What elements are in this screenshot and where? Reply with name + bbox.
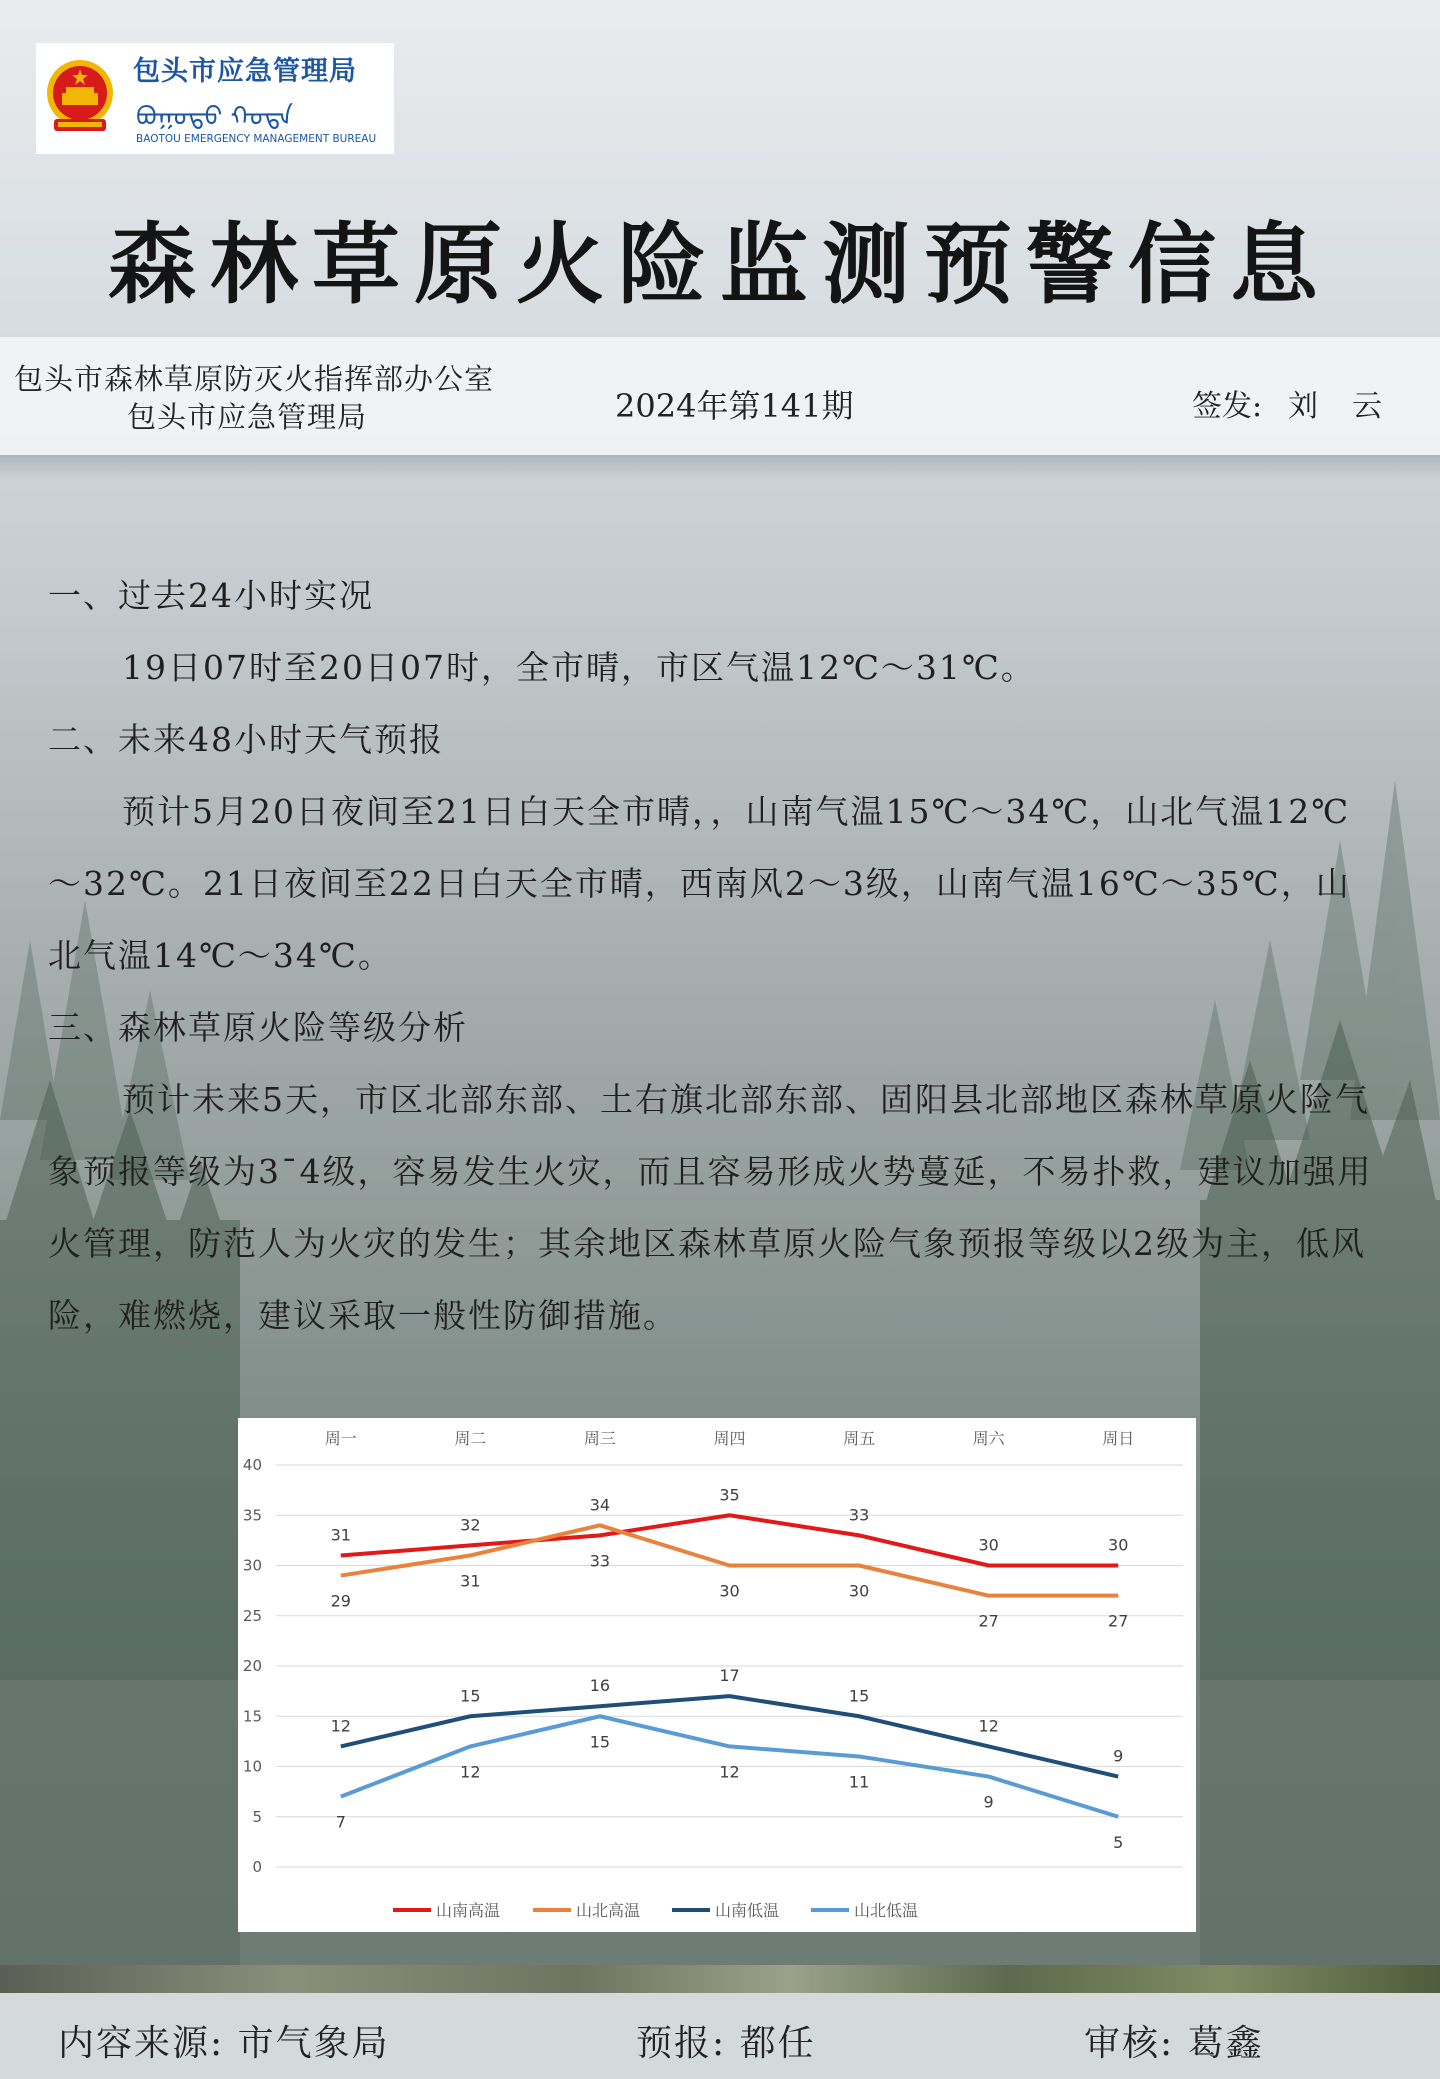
content-source: 内容来源: 市气象局 <box>58 2023 390 2064</box>
x-tick-label: 周一 <box>324 1429 357 1448</box>
data-label: 11 <box>848 1772 870 1792</box>
data-label: 31 <box>460 1571 481 1591</box>
footer <box>0 1993 1440 2079</box>
logo <box>36 43 394 154</box>
x-tick-label: 周二 <box>454 1429 487 1448</box>
data-label: 5 <box>1113 1832 1124 1852</box>
data-label: 16 <box>589 1676 611 1696</box>
decorative-strip <box>0 1965 1440 1993</box>
issue-info-band <box>0 337 1440 455</box>
issuer-line-2: 包头市应急管理局 <box>127 400 368 434</box>
y-tick-label: 40 <box>242 1456 262 1474</box>
data-label: 29 <box>330 1591 351 1611</box>
data-label: 12 <box>719 1762 740 1782</box>
data-label: 31 <box>330 1525 351 1545</box>
data-label: 12 <box>330 1716 351 1736</box>
data-label: 34 <box>589 1495 611 1515</box>
data-label: 15 <box>589 1732 611 1752</box>
section-2-title: 二、未来48小时天气预报 <box>48 720 444 759</box>
data-label: 27 <box>1108 1611 1129 1631</box>
data-label: 9 <box>983 1792 994 1812</box>
data-label: 27 <box>978 1611 999 1631</box>
x-tick-label: 周六 <box>972 1429 1005 1448</box>
data-label: 33 <box>589 1551 611 1571</box>
section-3-title: 三、森林草原火险等级分析 <box>48 1008 468 1047</box>
legend-label: 山南低温 <box>715 1901 780 1920</box>
y-tick-label: 25 <box>242 1606 262 1625</box>
data-label: 15 <box>848 1686 870 1706</box>
x-tick-label: 周五 <box>843 1429 876 1448</box>
data-label: 30 <box>978 1535 999 1555</box>
data-label: 17 <box>719 1666 740 1686</box>
x-tick-label: 周日 <box>1102 1429 1135 1448</box>
org-name-en: BAOTOU EMERGENCY MANAGEMENT BUREAU <box>136 133 377 145</box>
y-tick-label: 5 <box>252 1807 262 1826</box>
legend-label: 山北低温 <box>854 1901 919 1920</box>
section-1-text: 19日07时至20日07时，全市晴，市区气温12℃～31℃。 <box>122 648 1036 687</box>
legend-label: 山北高温 <box>576 1901 641 1920</box>
temperature-line-chart <box>238 1418 1196 1932</box>
data-label: 35 <box>719 1485 740 1505</box>
y-tick-label: 30 <box>242 1556 262 1575</box>
data-label: 30 <box>719 1581 740 1601</box>
x-tick-label: 周四 <box>713 1429 746 1448</box>
org-name-mongolian: ᠪᠤᠭᠤᠲᠤ ᠬᠤᠳᠠ <box>136 102 294 132</box>
data-label: 32 <box>460 1515 481 1535</box>
reviewer: 审核: 葛鑫 <box>1084 2023 1264 2064</box>
data-label: 12 <box>978 1716 999 1736</box>
signer-name: 刘 云 <box>1288 389 1384 424</box>
x-tick-label: 周三 <box>583 1429 616 1448</box>
data-label: 7 <box>335 1812 346 1832</box>
temperature-chart <box>238 1418 1196 1932</box>
bulletin-body <box>48 560 1378 1352</box>
y-tick-label: 15 <box>242 1707 262 1726</box>
data-label: 30 <box>1108 1535 1129 1555</box>
org-name-cn: 包头市应急管理局 <box>133 56 357 87</box>
data-label: 15 <box>460 1686 481 1706</box>
y-tick-label: 35 <box>242 1506 262 1525</box>
data-label: 9 <box>1113 1746 1124 1766</box>
data-label: 12 <box>460 1762 481 1782</box>
y-tick-label: 20 <box>242 1657 262 1675</box>
forecaster: 预报: 都任 <box>636 2023 816 2064</box>
legend-label: 山南高温 <box>436 1901 501 1920</box>
data-label: 33 <box>848 1505 870 1525</box>
issue-number: 2024年第141期 <box>615 387 854 425</box>
national-emblem-icon <box>44 57 116 137</box>
y-tick-label: 0 <box>252 1858 262 1876</box>
page-title: 森林草原火险监测预警信息 <box>107 212 1332 316</box>
section-3-text: 预计未来5天，市区北部东部、土右旗北部东部、固阳县北部地区森林草原火险气象预报等级为3¯4级，容易发生火灾，而且容易形成火势蔓延，不易扑救，建议加强用火管理，防范人为火灾的发生；其余地区森林草原火险气象预报等级以2级为主，低风险，难燃烧，建议采取一般性防御措施。 <box>48 1080 1373 1335</box>
section-2-text: 预计5月20日夜间至21日白天全市晴，，山南气温15℃～34℃，山北气温12℃～32℃。21日夜间至22日白天全市晴，西南风2～3级，山南气温16℃～35℃，山北气温14℃～34℃。 <box>48 792 1351 975</box>
signer-label: 签发: <box>1192 389 1263 424</box>
band-shadow <box>0 455 1440 479</box>
section-1-title: 一、过去24小时实况 <box>48 576 374 615</box>
data-label: 30 <box>848 1581 870 1601</box>
issuer-line-1: 包头市森林草原防灭火指挥部办公室 <box>14 362 495 396</box>
y-tick-label: 10 <box>242 1757 262 1776</box>
